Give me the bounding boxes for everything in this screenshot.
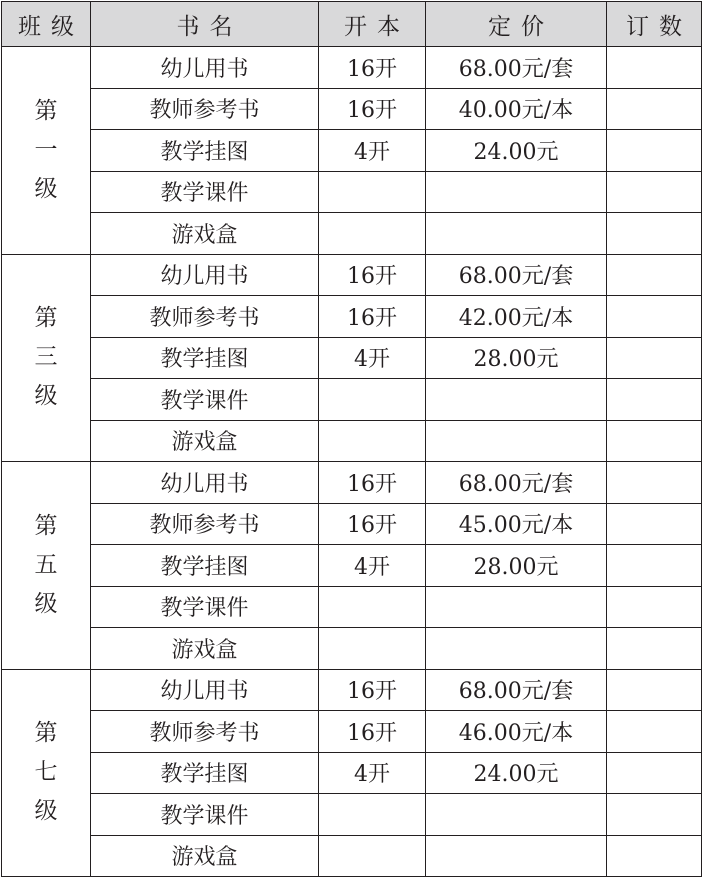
format-cell — [319, 586, 426, 628]
quantity-cell — [607, 130, 702, 172]
book-name-cell: 教学课件 — [91, 171, 319, 213]
format-cell: 16开 — [319, 711, 426, 753]
quantity-cell — [607, 711, 702, 753]
quantity-cell — [607, 628, 702, 670]
level-label: 第三级 — [34, 305, 58, 410]
table-row — [2, 503, 702, 545]
quantity-cell — [607, 296, 702, 338]
table-row — [2, 711, 702, 753]
book-name-cell: 幼儿用书 — [91, 47, 319, 89]
book-name-cell: 教师参考书 — [91, 503, 319, 545]
quantity-cell — [607, 47, 702, 89]
header-book-name: 书名 — [91, 2, 319, 47]
format-cell: 16开 — [319, 47, 426, 89]
quantity-cell — [607, 503, 702, 545]
table-row — [2, 628, 702, 670]
table-row — [2, 379, 702, 421]
header-price: 定价 — [426, 2, 607, 47]
quantity-cell — [607, 545, 702, 587]
table-body — [2, 47, 702, 877]
table-row — [2, 545, 702, 587]
price-cell: 46.00元/本 — [426, 711, 607, 753]
book-name-cell: 幼儿用书 — [91, 462, 319, 504]
table-row — [2, 296, 702, 338]
header-level: 班级 — [2, 2, 91, 47]
table-row — [2, 462, 702, 504]
quantity-cell — [607, 752, 702, 794]
level-cell — [2, 462, 91, 670]
level-cell — [2, 669, 91, 877]
price-cell: 28.00元 — [426, 545, 607, 587]
quantity-cell — [607, 213, 702, 255]
quantity-cell — [607, 586, 702, 628]
price-cell — [426, 586, 607, 628]
table-row — [2, 47, 702, 89]
format-cell: 16开 — [319, 88, 426, 130]
format-cell — [319, 420, 426, 462]
level-label: 第五级 — [34, 512, 58, 617]
price-cell — [426, 213, 607, 255]
book-name-cell: 教学挂图 — [91, 545, 319, 587]
price-cell — [426, 794, 607, 836]
price-cell — [426, 835, 607, 877]
table-row — [2, 752, 702, 794]
format-cell — [319, 835, 426, 877]
table-row — [2, 88, 702, 130]
table-row — [2, 254, 702, 296]
level-cell — [2, 47, 91, 255]
table-row — [2, 420, 702, 462]
book-name-cell: 游戏盒 — [91, 213, 319, 255]
quantity-cell — [607, 337, 702, 379]
book-name-cell: 教学课件 — [91, 379, 319, 421]
price-cell: 68.00元/套 — [426, 669, 607, 711]
price-cell — [426, 628, 607, 670]
price-cell: 28.00元 — [426, 337, 607, 379]
book-name-cell: 游戏盒 — [91, 835, 319, 877]
format-cell: 16开 — [319, 296, 426, 338]
book-name-cell: 幼儿用书 — [91, 669, 319, 711]
price-cell: 68.00元/套 — [426, 254, 607, 296]
price-cell: 68.00元/套 — [426, 462, 607, 504]
quantity-cell — [607, 835, 702, 877]
quantity-cell — [607, 254, 702, 296]
price-cell: 40.00元/本 — [426, 88, 607, 130]
price-cell: 24.00元 — [426, 130, 607, 172]
table-row — [2, 171, 702, 213]
format-cell — [319, 794, 426, 836]
price-cell — [426, 420, 607, 462]
quantity-cell — [607, 669, 702, 711]
header-quantity: 订数 — [607, 2, 702, 47]
quantity-cell — [607, 88, 702, 130]
level-cell — [2, 254, 91, 462]
price-cell — [426, 379, 607, 421]
header-row — [2, 2, 702, 47]
book-name-cell: 教学课件 — [91, 586, 319, 628]
level-label: 第一级 — [34, 97, 58, 202]
book-name-cell: 教学挂图 — [91, 337, 319, 379]
quantity-cell — [607, 462, 702, 504]
book-name-cell: 教师参考书 — [91, 296, 319, 338]
quantity-cell — [607, 379, 702, 421]
price-cell — [426, 171, 607, 213]
table-row — [2, 130, 702, 172]
format-cell: 4开 — [319, 130, 426, 172]
header-format: 开本 — [319, 2, 426, 47]
book-name-cell: 教师参考书 — [91, 88, 319, 130]
level-label: 第七级 — [34, 720, 58, 825]
format-cell — [319, 628, 426, 670]
table-row — [2, 794, 702, 836]
format-cell: 4开 — [319, 337, 426, 379]
price-cell: 42.00元/本 — [426, 296, 607, 338]
format-cell: 4开 — [319, 752, 426, 794]
table-row — [2, 586, 702, 628]
book-name-cell: 教学挂图 — [91, 130, 319, 172]
table-row — [2, 669, 702, 711]
format-cell: 16开 — [319, 503, 426, 545]
format-cell: 16开 — [319, 462, 426, 504]
book-name-cell: 幼儿用书 — [91, 254, 319, 296]
quantity-cell — [607, 794, 702, 836]
book-name-cell: 游戏盒 — [91, 628, 319, 670]
price-cell: 68.00元/套 — [426, 47, 607, 89]
format-cell — [319, 379, 426, 421]
quantity-cell — [607, 420, 702, 462]
book-name-cell: 教学挂图 — [91, 752, 319, 794]
format-cell: 4开 — [319, 545, 426, 587]
book-name-cell: 游戏盒 — [91, 420, 319, 462]
book-name-cell: 教学课件 — [91, 794, 319, 836]
book-name-cell: 教师参考书 — [91, 711, 319, 753]
table-row — [2, 835, 702, 877]
quantity-cell — [607, 171, 702, 213]
format-cell: 16开 — [319, 254, 426, 296]
table-row — [2, 337, 702, 379]
format-cell — [319, 213, 426, 255]
format-cell: 16开 — [319, 669, 426, 711]
price-cell: 24.00元 — [426, 752, 607, 794]
book-order-table — [1, 1, 702, 877]
table-row — [2, 213, 702, 255]
format-cell — [319, 171, 426, 213]
price-cell: 45.00元/本 — [426, 503, 607, 545]
